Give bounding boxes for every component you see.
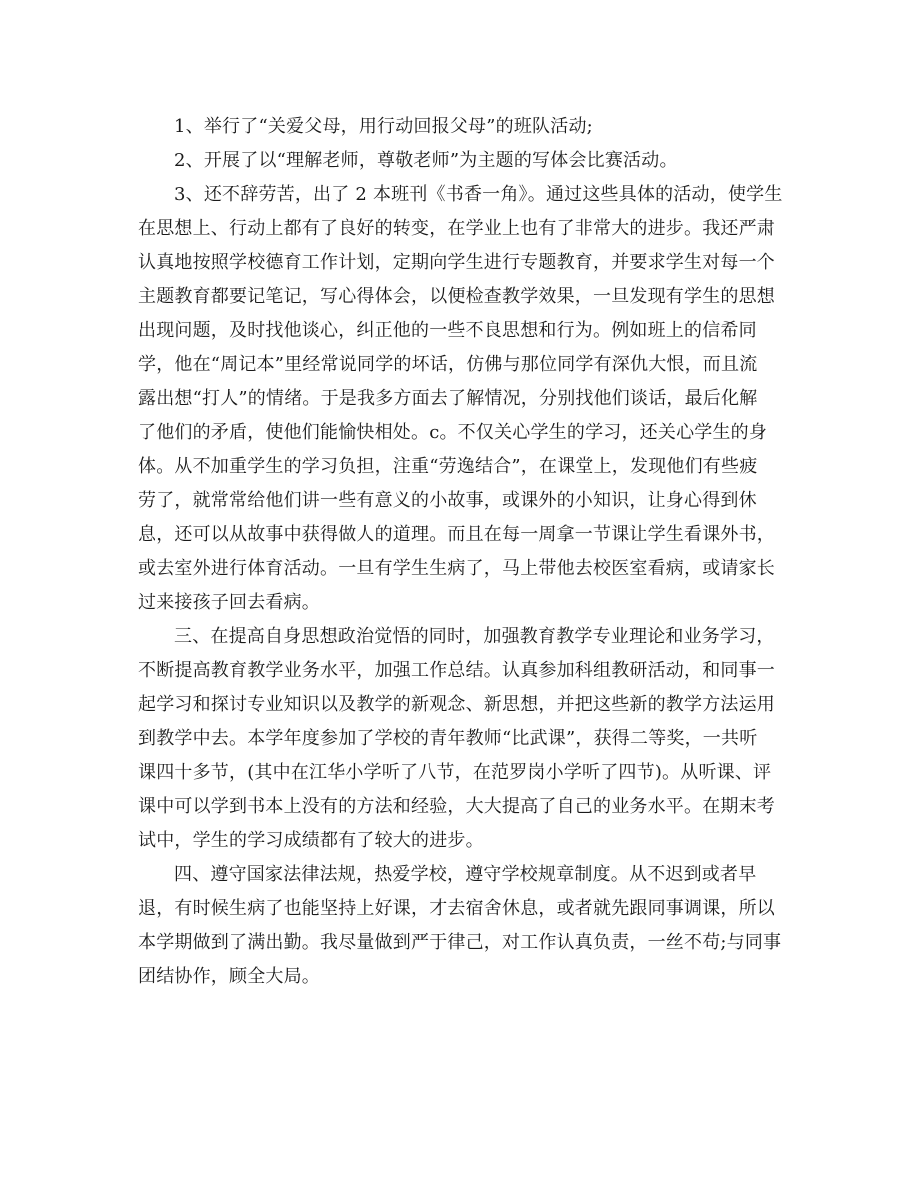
paragraph-1 [138, 110, 782, 144]
text-line: 2、开展了以“理解老师，尊敬老师”为主题的写体会比赛活动。 [174, 150, 678, 171]
paragraph-5 [138, 858, 782, 994]
text-line: 劳了，就常常给他们讲一些有意义的小故事，或课外的小知识，让身心得到休 [138, 490, 757, 511]
text-line: 息，还可以从故事中获得做人的道理。而且在每一周拿一节课让学生看课外书， [138, 524, 775, 545]
text-line: 试中，学生的学习成绩都有了较大的进步。 [138, 830, 484, 851]
text-line: 课中可以学到书本上没有的方法和经验，大大提高了自己的业务水平。在期末考 [138, 796, 775, 817]
text-line: 本学期做到了满出勤。我尽量做到严于律己，对工作认真负责，一丝不苟;与同事 [138, 932, 782, 953]
text-line: 学，他在“周记本”里经常说同学的坏话，仿佛与那位同学有深仇大恨，而且流 [138, 354, 758, 375]
text-line: 三、在提高自身思想政治觉悟的同时，加强教育教学专业理论和业务学习， [174, 626, 775, 647]
text-line: 在思想上、行动上都有了良好的转变，在学业上也有了非常大的进步。我还严肃 [138, 218, 775, 239]
text-line: 主题教育都要记笔记，写心得体会，以便检查教学效果，一旦发现有学生的思想 [138, 286, 775, 307]
text-line: 3、还不辞劳苦，出了 2 本班刊《书香一角》。通过这些具体的活动，使学生 [174, 184, 783, 205]
text-line: 课四十多节，(其中在江华小学听了八节，在范罗岗小学听了四节)。从听课、评 [138, 762, 772, 783]
text-line: 退，有时候生病了也能坚持上好课，才去宿舍休息，或者就先跟同事调课，所以 [138, 898, 775, 919]
paragraph-3 [138, 178, 782, 620]
text-line: 1、举行了“关爱父母，用行动回报父母”的班队活动; [174, 116, 593, 137]
text-line: 起学习和探讨专业知识以及教学的新观念、新思想，并把这些新的教学方法运用 [138, 694, 775, 715]
text-line: 到教学中去。本学年度参加了学校的青年教师“比武课”，获得二等奖，一共听 [138, 728, 758, 749]
text-line: 不断提高教育教学业务水平，加强工作总结。认真参加科组教研活动，和同事一 [138, 660, 775, 681]
text-line: 体。从不加重学生的学习负担，注重“劳逸结合”，在课堂上，发现他们有些疲 [138, 456, 758, 477]
text-line: 过来接孩子回去看病。 [138, 592, 320, 613]
text-line: 出现问题，及时找他谈心，纠正他的一些不良思想和行为。例如班上的信希同 [138, 320, 757, 341]
text-line: 团结协作，顾全大局。 [138, 966, 320, 987]
document-body [138, 110, 782, 994]
text-line: 了他们的矛盾，使他们能愉快相处。c。不仅关心学生的学习，还关心学生的身 [138, 422, 768, 443]
paragraph-2 [138, 144, 782, 178]
text-line: 认真地按照学校德育工作计划，定期向学生进行专题教育，并要求学生对每一个 [138, 252, 775, 273]
paragraph-4 [138, 620, 782, 858]
text-line: 露出想“打人”的情绪。于是我多方面去了解情况，分别找他们谈话，最后化解 [138, 388, 758, 409]
text-line: 或去室外进行体育活动。一旦有学生生病了，马上带他去校医室看病，或请家长 [138, 558, 775, 579]
text-line: 四、遵守国家法律法规，热爱学校，遵守学校规章制度。从不迟到或者早 [174, 864, 757, 885]
